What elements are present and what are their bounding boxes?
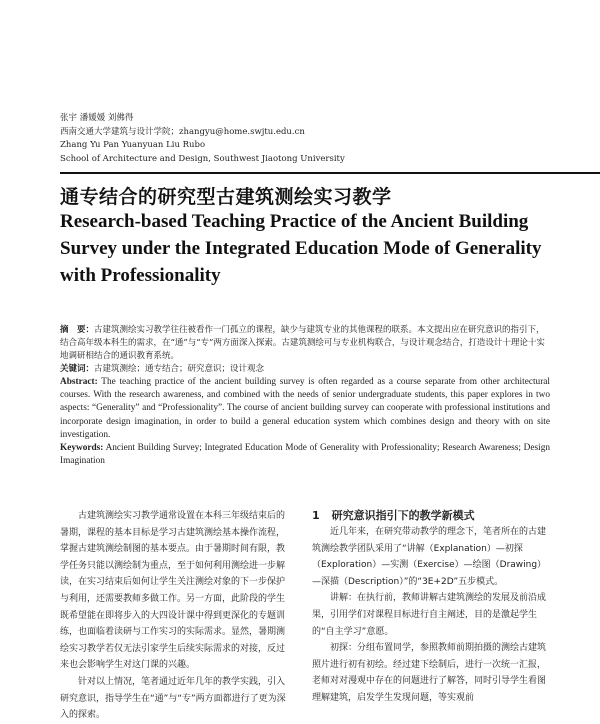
abstract-cn-text: 古建筑测绘实习教学往往被看作一门孤立的课程，缺少与建筑专业的其他课程的联系。本文提出应在研究意识的指引下，结合高年级本科生的需求，在“通”与“专”两方面深入探索。古建筑测绘可与专业机构联合，与设计观念结合，打造设计十理论十实地调研相结合的通识教育系统。 bbox=[60, 325, 545, 361]
body-paragraph: 初探：分组布置同学，参照教师前期拍摄的测绘古建筑照片进行初有初绘。经过建下绘制后，进行一次统一汇报，老师对对漫观中存在的问题进行了解答，同时引导学生看图理解建筑，启发学生发现问题，等实观前 bbox=[312, 643, 547, 703]
keywords-cn-label: 关键词： bbox=[60, 364, 95, 374]
author-affiliation-en: School of Architecture and Design, Southwest Jiaotong University bbox=[60, 153, 345, 164]
abstract-cn bbox=[60, 324, 550, 363]
keywords-cn-text: 古建筑测绘；通专结合；研究意识；设计观念 bbox=[94, 364, 265, 374]
keywords-en-label: Keywords: bbox=[60, 443, 104, 454]
keywords-en-text: Ancient Building Survey; Integrated Education Mode of Generality with Professionality; Research Awareness; Design Imagination bbox=[60, 443, 550, 467]
body-paragraph: 近几年来，在研究带动教学的理念下，笔者所在的古建筑测绘教学团队采用了“讲解（Explanation）—初探（Exploration）—实测（Exercise）—绘图（Drawing）—深描（Description）”的“3E+2D”五步模式。 bbox=[312, 527, 547, 587]
body-paragraph: 讲解：在执行前，教师讲解古建筑测绘的发展及前沿成果，引用学们对课程目标进行自主阐述，目的是激起学生的“自主学习”意愿。 bbox=[312, 593, 547, 637]
keywords-en bbox=[60, 442, 550, 468]
body-paragraph: 针对以上情况，笔者通过近年几年的教学实践，引入研究意识，指导学生在“通”与“专”两方面都进行了更为深入的探索。 bbox=[60, 676, 286, 721]
title-english: Research-based Teaching Practice of the Ancient Building Survey under the Integrated Education Mode of Generality with Professionality bbox=[60, 211, 542, 286]
abstract-en-text: The teaching practice of the ancient building survey is often regarded as a course separate from other architectural courses. With the research awareness, and combined with the needs of senior undergraduate students, this paper explores in two aspects: “Generality” and “Professionality”. The course of ancient building survey can cooperate with professional institutions and incorporate design imagination, in order to build a general education system which combines design and theory with on site investigation. bbox=[60, 377, 551, 440]
abstract-block bbox=[60, 324, 550, 468]
section-title: 研究意识指引下的教学新模式 bbox=[331, 509, 475, 522]
author-affiliation-cn: 西南交通大学建筑与设计学院；zhangyu@home.swjtu.edu.cn bbox=[60, 126, 305, 137]
header-rule bbox=[60, 172, 600, 174]
keywords-cn bbox=[60, 363, 550, 376]
author-names-en: Zhang Yu Pan Yuanyuan Liu Rubo bbox=[60, 140, 206, 150]
abstract-en bbox=[60, 376, 550, 442]
abstract-en-label: Abstract: bbox=[60, 377, 98, 387]
section-heading bbox=[312, 508, 552, 524]
abstract-cn-label: 摘 要： bbox=[60, 325, 95, 335]
body-left-column bbox=[60, 508, 292, 724]
section-number: 1 bbox=[312, 509, 320, 522]
title-chinese: 通专结合的研究型古建筑测绘实习教学 bbox=[60, 186, 392, 208]
author-names-cn: 张宇 潘媛媛 刘佛得 bbox=[60, 113, 134, 123]
body-paragraph: 古建筑测绘实习教学通常设置在本科三年级结束后的暑期，课程的基本目标是学习古建筑测绘基本操作流程，掌握古建筑测绘制图的基本要点。由于暑期时间有限，教学任务只能以测绘制为重点，至于如何利用测绘进一步解读，在实习结束后如何让学生关注测绘对象的下一步保护与利用，还需要教师多做工作。另一方面，此阶段的学生既希望能在即将步入的大四设计课中得到更深化的专题训练，也面临着读研与工作实习的实际需求。显然，暑期测绘实习教学若仅无法引家学生后续实际需求的对接，反过来也会影响学生对这门课的兴趣。 bbox=[60, 511, 286, 671]
author-block bbox=[60, 112, 560, 166]
body-right-column bbox=[312, 508, 552, 707]
